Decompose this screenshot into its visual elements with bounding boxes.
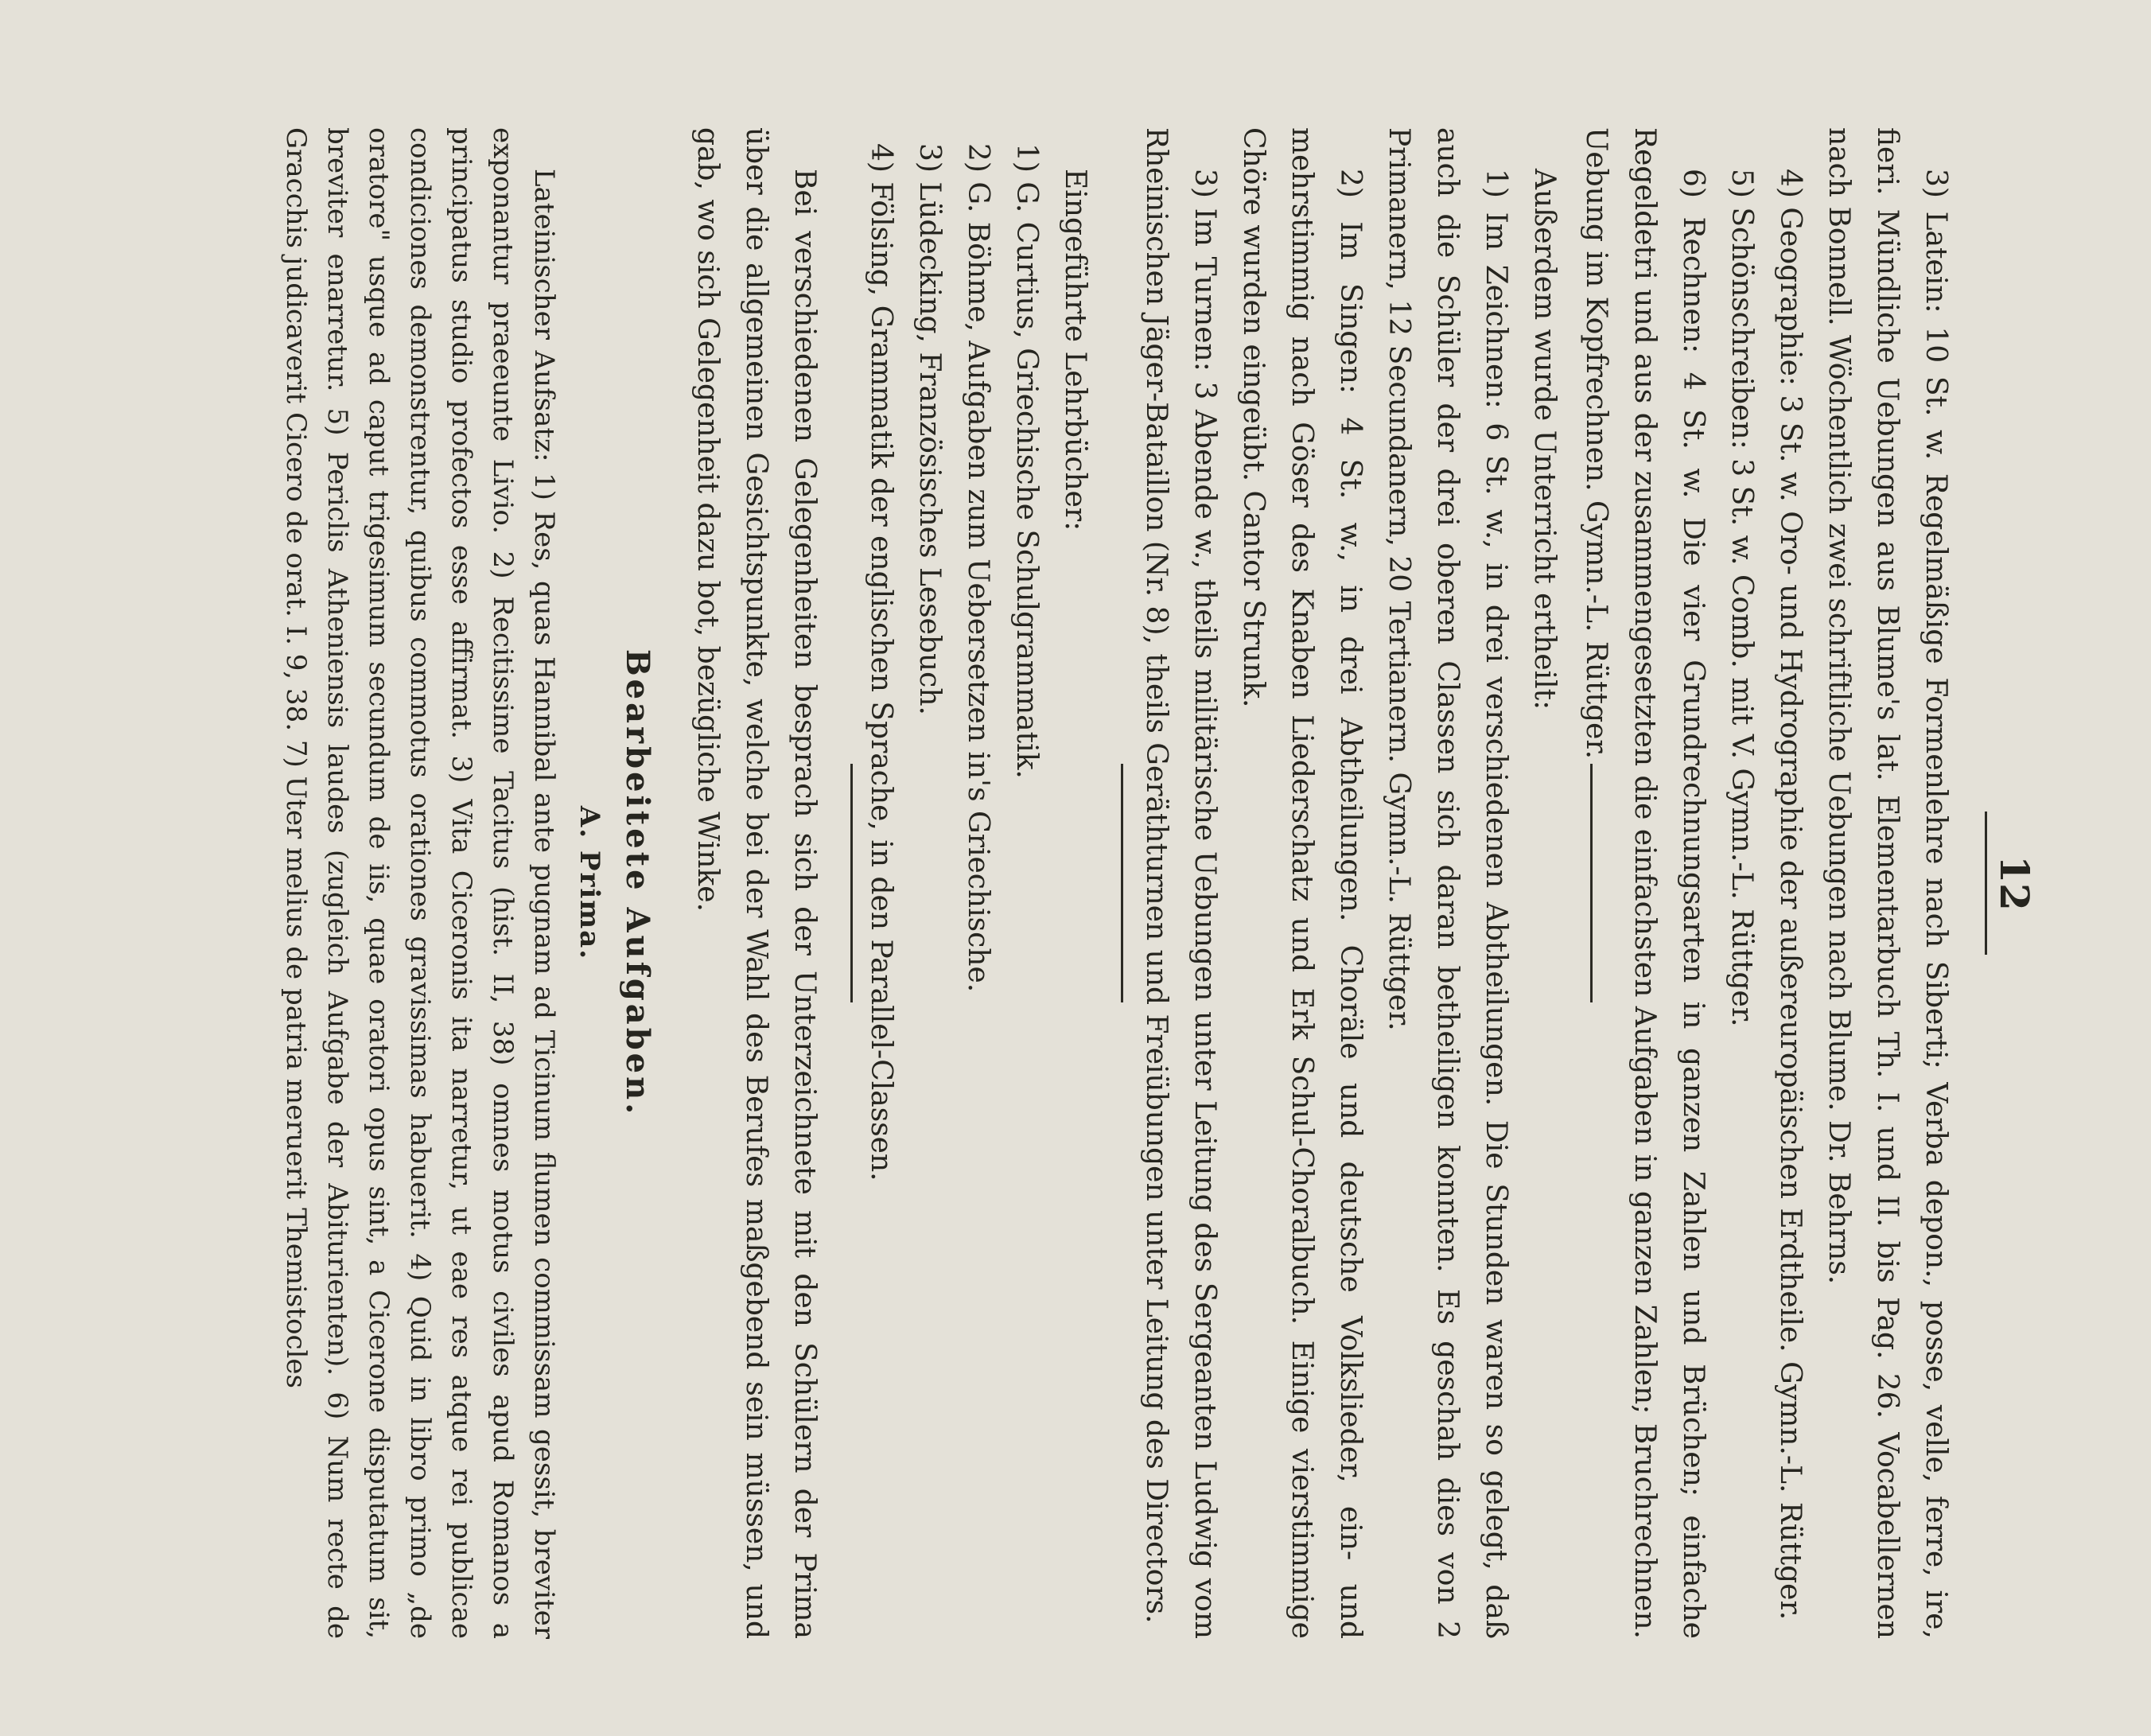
unterricht-item: 3) Im Turnen: 3 Abende w., theils militärische Uebungen unter Leitung des Sergeanten Ludwig vom Rheinischen Jäger-Bataillon (Nr. 8), theils Geräthturnen und Freiübungen unter Leitung des Directors. [1140,127,1221,1639]
gelegenheiten-paragraph: Bei verschiedenen Gelegenheiten besprach sich der Unterzeichnete mit den Schülern der Prima über die allgemeinen Gesichtspunkte, welche bei der Wahl des Berufes maßgebend sein müssen, und gab, wo sich Gelegenheit dazu bot, bezügliche Winke. [691,127,821,1639]
lehrbuch-item: 3) Lüdecking, Französisches Lesebuch. [913,143,946,715]
paragraph-schoenschreiben: 5) Schönschreiben: 3 St. w. Comb. mit V. Gymn.-L. Rüttger. [1725,169,1758,1027]
gelegenheiten-section [683,127,829,1639]
unterricht-section [1132,127,1569,1639]
lehrbuch-item: 2) G. Böhme, Aufgaben zum Uebersetzen in's Griechische. [962,143,994,993]
unterricht-item: 1) Im Zeichnen: 6 St. w., in drei verschiedenen Abtheilungen. Die Stunden waren so gelegt, daß auch die Schüler der drei oberen Classen sich daran betheiligen konnten. Es geschah dies von 2 Primanern, 12 Secundanern, 20 Tertianern. Gymn.-L. Rüttger. [1383,127,1512,1639]
unterricht-intro: Außerdem wurde Unterricht ertheilt: [1528,169,1561,710]
paragraph-latein: 3) Latein: 10 St. w. Regelmäßige Formenlehre nach Siberti; Verba depon., posse, velle, ferre, ire, fieri. Mündliche Uebungen aus Blume's lat. Elementarbuch Th. I. und II. bis Pag. 26. Vocabellernen nach Bonnell. Wöchentlich zwei schriftliche Uebungen nach Blume. Dr. Behrns. [1822,127,1952,1639]
lehrbuecher-title: Eingeführte Lehrbücher: [1059,169,1091,531]
aufsatz-paragraph: Lateinischer Aufsatz: 1) Res, quas Hannibal ante pugnam ad Ticinum flumen commissam gessit, breviter exponantur praeeunte Livio. 2) Recitissime Tacitus (hist. II, 38) omnes motus civiles apud Romanos a principatus studio profectos esse affirmat. 3) Vita Ciceronis ita narretur, ut eae res atque rei publicae condiciones demonstrentur, quibus commotus orationes gravissimas habuerit. 4) Quid in libro primo „de oratore" usque ad caput trigesimum secundum de iis, quae oratori opus sint, a Cicerone disputatum sit, breviter enarretur. 5) Periclis Atheniensis laudes (zugleich Aufgabe der Abiturienten). 6) Num recte de Gracchis judicaverit Cicero de orat. I. 9, 38. 7) Uter melius de patria meruerit Themistocles [280,127,560,1639]
lehrbuch-item: 4) Fölsing, Grammatik der englischen Sprache, in den Parallel-Classen. [865,143,897,1181]
section-divider-3 [850,764,853,1002]
bearbeitete-title: Bearbeitete Aufgaben. [619,648,656,1118]
paragraph-rechnen: 6) Rechnen: 4 St. w. Die vier Grundrechnungsarten in ganzen Zahlen und Brüchen; einfache Regeldetri und aus der zusammengesetzten die einfachsten Aufgaben in ganzen Zahlen; Bruchrechnen. Uebung im Kopfrechnen. Gymn.-L. Rüttger. [1580,127,1710,1639]
paragraph-geographie: 4) Geographie: 3 St. w. Oro- und Hydrographie der außereuropäischen Erdtheile. Gymn.-L. Rüttger. [1774,169,1807,1621]
bearbeitete-subtitle: A. Prima. [574,805,605,961]
page-number-rule [1985,812,1987,955]
lehrbuecher-section [857,127,1099,1639]
bearbeitete-section [275,127,662,1639]
lehrbuch-item: 1) G. Curtius, Griechische Schulgrammatik. [1010,143,1043,779]
unterricht-item: 2) Im Singen: 4 St. w., in drei Abtheilungen. Choräle und deutsche Volkslieder, ein- und mehrstimmig nach Göser des Knaben Liederschatz und Erk Schul-Choralbuch. Einige vierstimmige Chöre wurden eingeübt. Cantor Strunk. [1237,127,1367,1639]
section-divider-2 [1121,764,1123,1002]
top-section [1572,127,1960,1639]
section-divider-1 [1590,764,1593,1002]
page-number: 12 [1991,855,2038,911]
